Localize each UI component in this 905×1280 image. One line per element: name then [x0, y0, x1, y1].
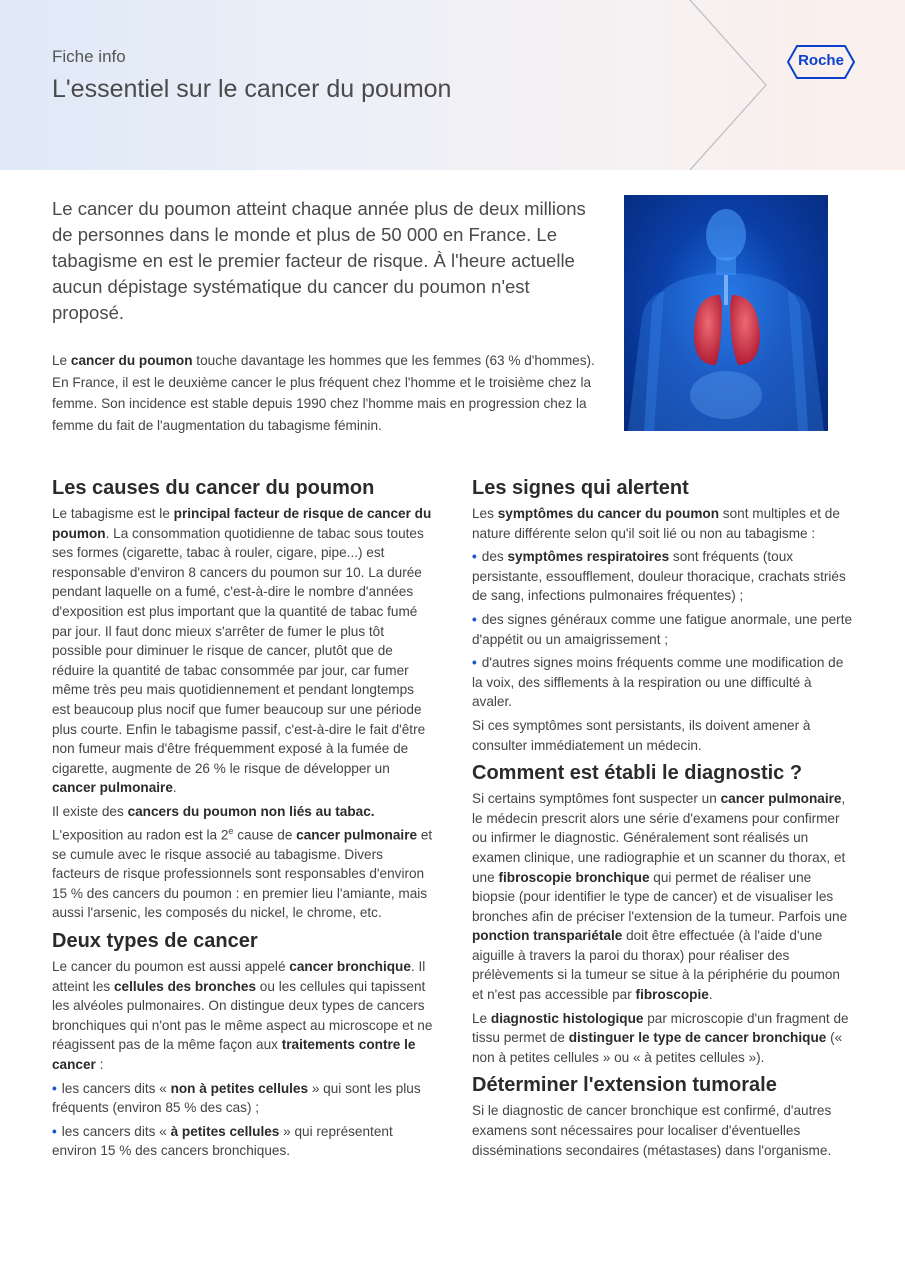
bullet-icon: •	[472, 611, 477, 627]
signes-paragraph-1: Les symptômes du cancer du poumon sont multiples et de nature différente selon qu'il soit lié ou non au tabagisme :	[472, 506, 840, 541]
document-type-label: Fiche info	[52, 47, 126, 66]
section-heading-diagnostic: Comment est établi le diagnostic ?	[472, 762, 803, 785]
roche-logo	[787, 44, 855, 80]
extension-paragraph: Si le diagnostic de cancer bronchique est confirmé, d'autres examens sont nécessaires pour localiser d'éventuelles disséminations secondaires (métastases) dans l'organisme.	[472, 1103, 832, 1158]
bullet-icon: •	[52, 1123, 57, 1139]
lungs-illustration	[624, 195, 828, 431]
diagnostic-paragraph-2: Le diagnostic histologique par microscopie d'un fragment de tissu permet de distinguer le type de cancer bronchique (« non à petites cellules » ou « à petites cellules »).	[472, 1010, 849, 1065]
causes-paragraph-2: Il existe des cancers du poumon non liés au tabac. L'exposition au radon est la 2e cause de cancer pulmonaire et se cumule avec le risque associé au tabagisme. Divers facteurs de risque professionnels sont responsables d'environ 15 % des cancers du poumon : en premier lieu l'amiante, mais aussi l'arsenic, les composés du nickel, le chrome, etc.	[52, 803, 433, 921]
logo-text: Roche	[798, 52, 844, 69]
diagnostic-paragraph-1: Si certains symptômes font suspecter un cancer pulmonaire, le médecin prescrit alors une série d'examens pour confirmer ou infirmer le diagnostic. Généralement sont réalisés un examen clinique, une radiographie et un scanner du thorax, et une fibroscopie bronchique qui permet de réaliser une biopsie (pour identifier le type de cancer) et de visualiser les bronches afin de préciser l'extension de la tumeur. Parfois une ponction transpariétale doit être effectuée (à l'aide d'une aiguille à travers la paroi du thorax) pour réaliser des prélèvements si la tumeur se situe à la périphérie du poumon et n'est pas accessible par fibroscopie.	[472, 791, 848, 1003]
intro-paragraph: Le cancer du poumon touche davantage les hommes que les femmes (63 % d'hommes). En France, il est le deuxième cancer le plus fréquent chez l'homme et le troisième chez la femme. Son incidence est stable depuis 1990 chez l'homme mais en progression chez la femme du fait de l'augmentation du tabagisme féminin.	[52, 353, 595, 433]
list-item: • des symptômes respiratoires sont fréquents (toux persistante, essoufflement, douleur thoracique, crachats striés de sang, infections pulmonaires fréquentes) ;	[472, 549, 846, 604]
left-column	[52, 476, 434, 1165]
section-heading-signes: Les signes qui alertent	[472, 477, 689, 499]
types-paragraph: Le cancer du poumon est aussi appelé cancer bronchique. Il atteint les cellules des bronches ou les cellules qui tapissent les alvéoles pulmonaires. On distingue deux types de cancers bronchiques qui n'ont pas le même aspect au microscope et ne réagissent pas de la même façon aux traitements contre le cancer :	[52, 959, 433, 1072]
lead-paragraph: Le cancer du poumon atteint chaque année plus de deux millions de personnes dans le monde et plus de 50 000 en France. Le tabagisme en est le premier facteur de risque. À l'heure actuelle aucun dépistage systématique du cancer du poumon n'est proposé.	[52, 198, 586, 323]
list-item: • des signes généraux comme une fatigue anormale, une perte d'appétit ou un amaigrissement ;	[472, 611, 853, 647]
list-item: • les cancers dits « à petites cellules » qui représentent environ 15 % des cancers bronchiques.	[52, 1123, 393, 1159]
bullet-icon: •	[52, 1080, 57, 1096]
bullet-icon: •	[472, 549, 477, 565]
signes-paragraph-2: Si ces symptômes sont persistants, ils doivent amener à consulter immédiatement un médecin.	[472, 717, 811, 753]
right-column	[472, 476, 854, 1164]
section-heading-causes: Les causes du cancer du poumon	[52, 477, 375, 499]
bullet-icon: •	[472, 655, 477, 671]
list-item: • d'autres signes moins fréquents comme une modification de la voix, des sifflements à la respiration ou une difficulté à avaler.	[472, 655, 844, 710]
header-banner	[0, 0, 905, 170]
section-heading-types: Deux types de cancer	[52, 930, 258, 952]
causes-paragraph-1: Le tabagisme est le principal facteur de risque de cancer du poumon. La consommation quotidienne de tabac sous toutes ses formes (cigarette, tabac à rouler, cigare, pipe...) est responsable d'environ 8 cancers du poumon sur 10. La durée pendant laquelle on a fumé, c'est-à-dire le nombre d'années d'exposition est plus important que la quantité de tabac fumé par jour. Il faut donc mieux s'arrêter de fumer le plus tôt possible pour diminuer le risque de cancer, plutôt que de réduire la quantité de tabac consommée par jour, car fumer même très peu mais quotidiennement et pendant longtemps est beaucoup plus nocif que fumer beaucoup sur une période plus courte. Enfin le tabagisme passif, c'est-à-dire le fait d'être non fumeur mais d'être fréquemment exposé à la fumée de cigarette, augmente de 26 % le risque de développer un cancer pulmonaire.	[52, 506, 432, 796]
section-heading-extension: Déterminer l'extension tumorale	[472, 1074, 777, 1097]
page-title: L'essentiel sur le cancer du poumon	[52, 75, 452, 103]
list-item: • les cancers dits « non à petites cellules » qui sont les plus fréquents (environ 85 % des cas) ;	[52, 1080, 421, 1116]
